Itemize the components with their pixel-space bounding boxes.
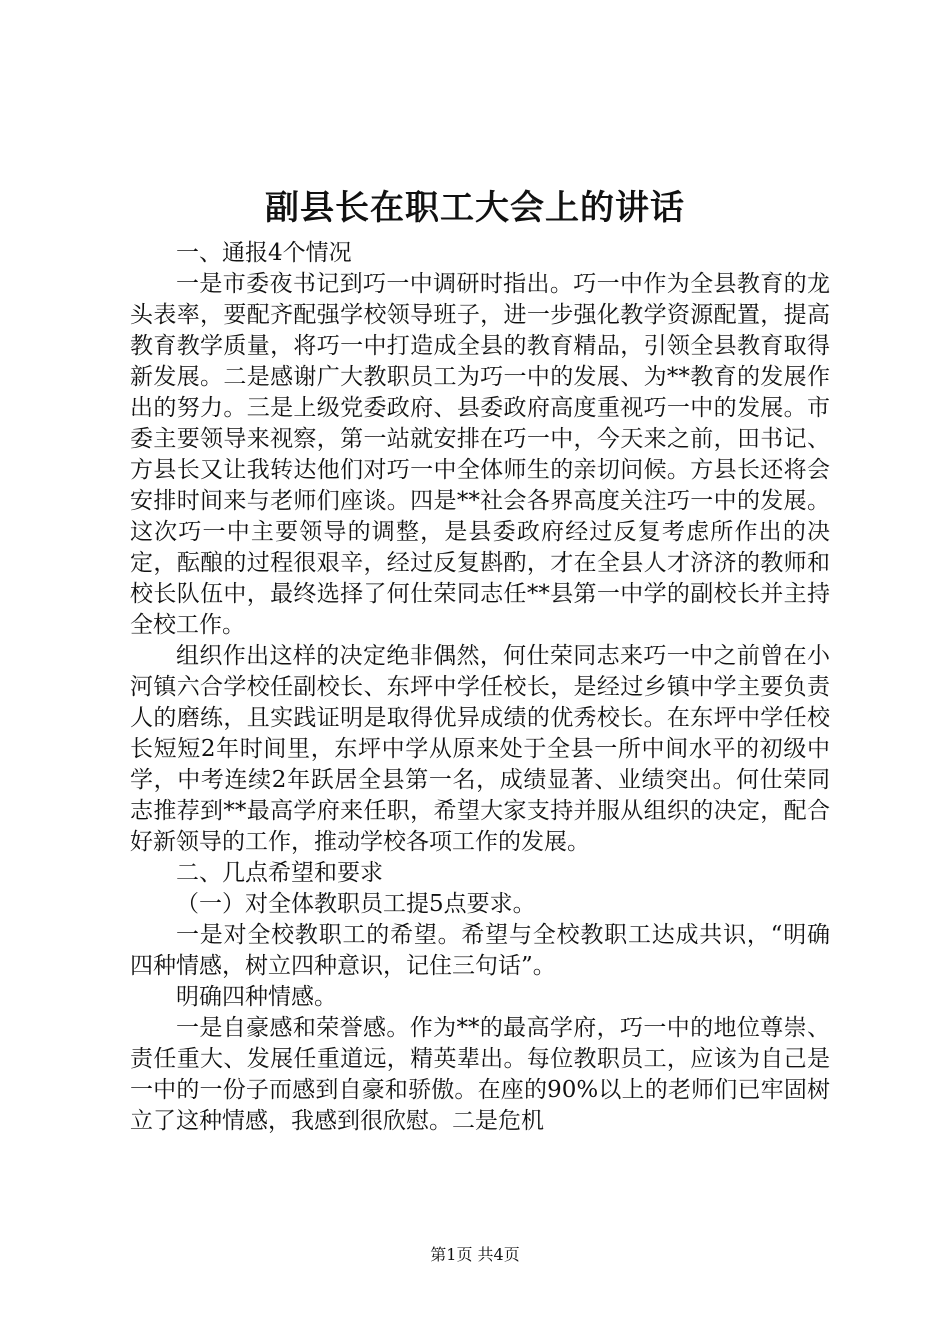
subsection-heading: （一）对全体教职员工提5点要求。 bbox=[176, 891, 536, 917]
section-heading-2: 二、几点希望和要求 bbox=[176, 860, 383, 886]
document-title: 副县长在职工大会上的讲话 bbox=[265, 188, 685, 228]
paragraph: 一是自豪感和荣誉感。作为**的最高学府，巧一中的地位尊崇、责任重大、发展任重道远，精英辈出。每位教职员工，应该为自己是一中的一份子而感到自豪和骄傲。在座的90%以上的老师们已牢固树立了这种情感，我感到很欣慰。二是危机 bbox=[130, 1015, 830, 1134]
section-heading-1: 一、通报4个情况 bbox=[176, 240, 352, 266]
document-body bbox=[130, 238, 830, 1137]
paragraph: 一是市委夜书记到巧一中调研时指出。巧一中作为全县教育的龙头表率，要配齐配强学校领导班子，进一步强化教学资源配置，提高教育教学质量，将巧一中打造成全县的教育精品，引领全县教育取得新发展。二是感谢广大教职员工为巧一中的发展、为**教育的发展作出的努力。三是上级党委政府、县委政府高度重视巧一中的发展。市委主要领导来视察，第一站就安排在巧一中，今天来之前，田书记、方县长又让我转达他们对巧一中全体师生的亲切问候。方县长还将会安排时间来与老师们座谈。四是**社会各界高度关注巧一中的发展。这次巧一中主要领导的调整，是县委政府经过反复考虑所作出的决定，酝酿的过程很艰辛，经过反复斟酌，才在全县人才济济的教师和校长队伍中，最终选择了何仕荣同志任**县第一中学的副校长并主持全校工作。 bbox=[130, 271, 830, 638]
page-number-footer: 第1页 共4页 bbox=[430, 1245, 520, 1264]
paragraph: 一是对全校教职工的希望。希望与全校教职工达成共识，“明确四种情感，树立四种意识，记住三句话”。 bbox=[130, 922, 830, 979]
paragraph: 组织作出这样的决定绝非偶然，何仕荣同志来巧一中之前曾在小河镇六合学校任副校长、东坪中学任校长，是经过乡镇中学主要负责人的磨练，且实践证明是取得优异成绩的优秀校长。在东坪中学任校长短短2年时间里，东坪中学从原来处于全县一所中间水平的初级中学，中考连续2年跃居全县第一名，成绩显著、业绩突出。何仕荣同志推荐到**最高学府来任职，希望大家支持并服从组织的决定，配合好新领导的工作，推动学校各项工作的发展。 bbox=[130, 643, 830, 855]
paragraph: 明确四种情感。 bbox=[176, 984, 337, 1010]
